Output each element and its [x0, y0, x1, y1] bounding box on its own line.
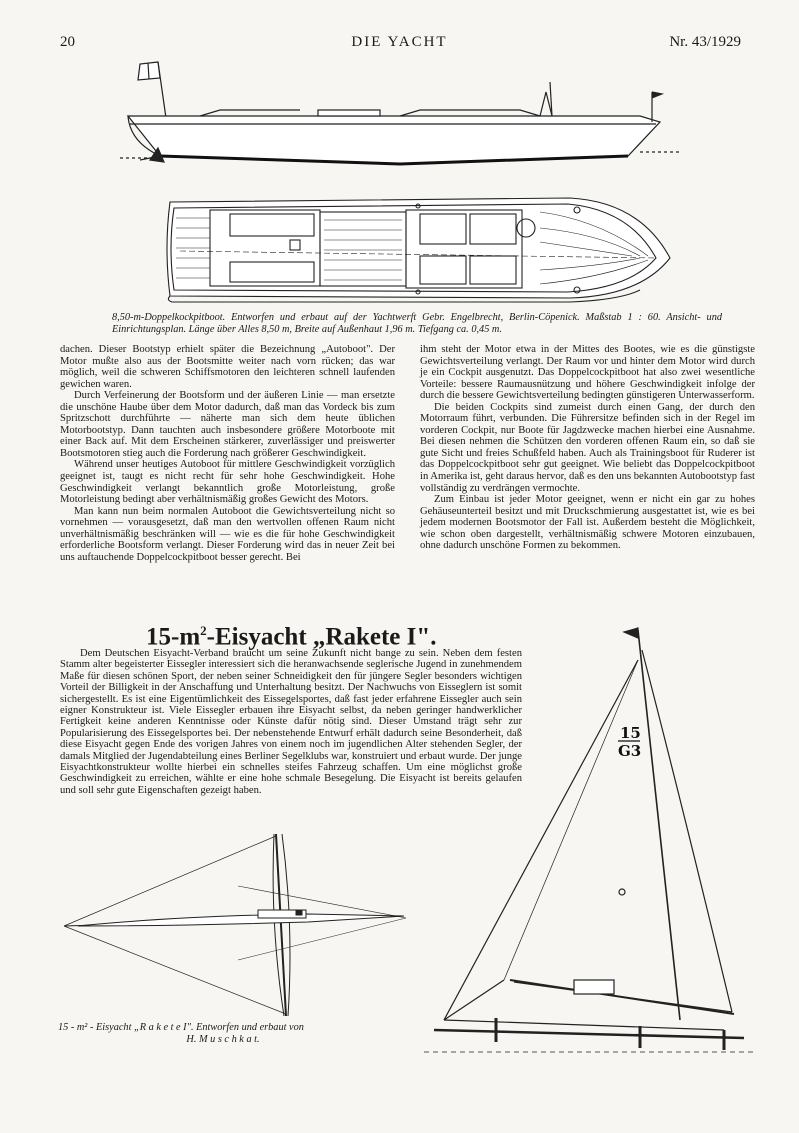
title-main: 15-m: [146, 623, 201, 651]
paragraph: Durch Verfeinerung der Bootsform und der äußeren Linie — man ersetzte die unschöne Haube über dem Motor dadurch, daß man das Vordeck bis zum Spritzschott durchführte — näherte man sich dem heute üblichen Motorbootstyp. Dann tauchten auch insbesondere größere Motorboote mit einer Back auf. Mit dem Erscheinen stärkerer, zuverlässiger und preiswerter Bootsmotoren stieg auch die Forderung nach größerer Geschwindigkeit.: [60, 390, 395, 459]
eisyacht-plan-drawing: [58, 830, 406, 1020]
article-column-left: [60, 344, 395, 563]
paragraph: ihm steht der Motor etwa in der Mittes des Bootes, wie es die günstigste Gewichtsverteilung verlangt. Der Raum vor und hinter dem Motor wird durch je ein Cockpit ausgenutzt. Das Doppelcockpitboot hat also zwei wesentliche Vorteile: bessere Raumausnützung und höhere Geschwindigkeit infolge der durch die bessere Gewichtsverteilung bedingten günstigeren Unterwasserform.: [420, 344, 755, 402]
article-column-right: [420, 344, 755, 552]
doppelcockpitboot-drawing: [100, 52, 700, 308]
page-number: 20: [60, 34, 75, 50]
eisyacht-caption: [58, 1022, 388, 1046]
caption-line-1: 15 - m² - Eisyacht „R a k e t e I". Entworfen und erbaut von: [58, 1022, 304, 1033]
sail-number-top: 15: [620, 724, 641, 742]
issue-number: Nr. 43/1929: [669, 34, 741, 50]
title-superscript: 2: [200, 623, 207, 638]
paragraph: dachen. Dieser Bootstyp erhielt später die Bezeichnung „Autoboot". Der Motor mußte also aus der Bootsmitte weiter nach vorn rücken; das war möglich, weil die schweren Schiffsmotoren den leichteren schnell laufenden gewichen waren.: [60, 344, 395, 390]
sail-number-bottom: G3: [618, 742, 642, 760]
caption-line-2: H. M u s c h k a t.: [186, 1034, 260, 1045]
title-rest: -Eisyacht „Rakete I".: [206, 623, 437, 651]
paragraph: Man kann nun beim normalen Autoboot die Gewichtsverteilung nicht so vornehmen — vorausgesetzt, daß man den wertvollen offenen Raum nicht unverhältnismäßig beschränken will — wie es die für hohe Geschwindigkeit erforderliche Bootsform verlangt. Dieser Forderung wird das in neuer Zeit bei uns auftauchende Doppelcockpitboot besser gerecht. Bei: [60, 505, 395, 563]
paragraph: Die beiden Cockpits sind zumeist durch einen Gang, der durch den Motorraum führt, verbunden. Die Führersitze befinden sich in der Regel im vorderen Cockpit, nur Boote für Jagdzwecke machen hierbei eine Ausnahme. Bei diesen nehmen die Schützen den vorderen offenen Raum ein, so daß sie gute Sicht und freies Schußfeld haben. Auch als Trainingsboot für Ruderer ist das Doppelcockpitboot sehr gut geeignet. Wie beliebt das Doppelcockpitboot in Amerika ist, geht daraus hervor, daß es den uns bekannten Autobootstyp fast vollständig zu verdrängen vermochte.: [420, 401, 755, 494]
paragraph: Zum Einbau ist jeder Motor geeignet, wenn er nicht ein gar zu hohes Gehäuseunterteil besitzt und mit Druckschmierung ausgestattet ist, wie es bei jedem modernen Bootsmotor der Fall ist. Außerdem besteht die Möglichkeit, wie schon oben dargestellt, verhältnismäßig schwere Motoren einzubauen, ohne dadurch unschöne Formen zu bekommen.: [420, 494, 755, 552]
paragraph: Während unser heutiges Autoboot für mittlere Geschwindigkeit vorzüglich geeignet ist, taugt es nicht recht für sehr hohe Geschwindigkeit. Hohe Geschwindigkeit verlangt bekanntlich große Motorleistung, große Motorleistung bedingt aber verhältnismäßig großes Gewicht des Motors.: [60, 459, 395, 506]
eisyacht-side-drawing: [424, 620, 754, 1055]
boat-figure-caption: 8,50-m-Doppelkockpitboot. Entworfen und erbaut auf der Yachtwerft Gebr. Engelbrecht, Berlin-Cöpenick. Maßstab 1 : 60. Ansicht- und Einrichtungsplan. Länge über Alles 8,50 m, Breite auf Außenhaut 1,96 m. Tiefgang ca. 0,45 m.: [112, 312, 722, 335]
magazine-title: DIE YACHT: [351, 34, 448, 50]
paragraph: Dem Deutschen Eisyacht-Verband braucht um seine Zukunft nicht bange zu sein. Neben dem festen Stamm alter begeisterter Eissegler interessiert sich die heranwachsende seglerische Jugend in zunehmendem Maße für diesen schönen Sport, der neben seiner Schneidigkeit den für jüngere Segler besonders wichtigen Vorteil der Billigkeit in der Anschaffung und Unterhaltung besitzt. Der Nachwuchs von Eisseglern ist somit sichergestellt. Es ist eine Eigentümlichkeit des Eissegelsportes, daß fast jeder erfahrene Eissegler auch sein eigner Konstrukteur ist. Viele Eissegler erbauen ihre Eisyacht selbst, da neben geringer handwerklicher Fertigkeit keine anderen Kenntnisse oder Künste dafür nötig sind. Dieser Umstand trägt sehr zur Popularisierung des Eissegelsportes bei. Der nebenstehende Entwurf erhält dadurch seine Besonderheit, daß diese Eisyacht gegen Ende des vorigen Jahres von einem noch im jugendlichen Alter stehenden Segler, der damals Mitglied der Jugendabteilung eines Berliner Segelklubs war, konstruiert und erbaut wurde. Der junge Eisyachtkonstrukteur wollte hierbei ein schnelles steifes Fahrzeug schaffen. Um eine möglichst große Geschwindigkeit zu erreichen, wählte er eine hohe schmale Besegelung. Die Eisyacht ist bereits gelaufen und soll sehr gute Eigenschaften gezeigt haben.: [60, 648, 522, 796]
